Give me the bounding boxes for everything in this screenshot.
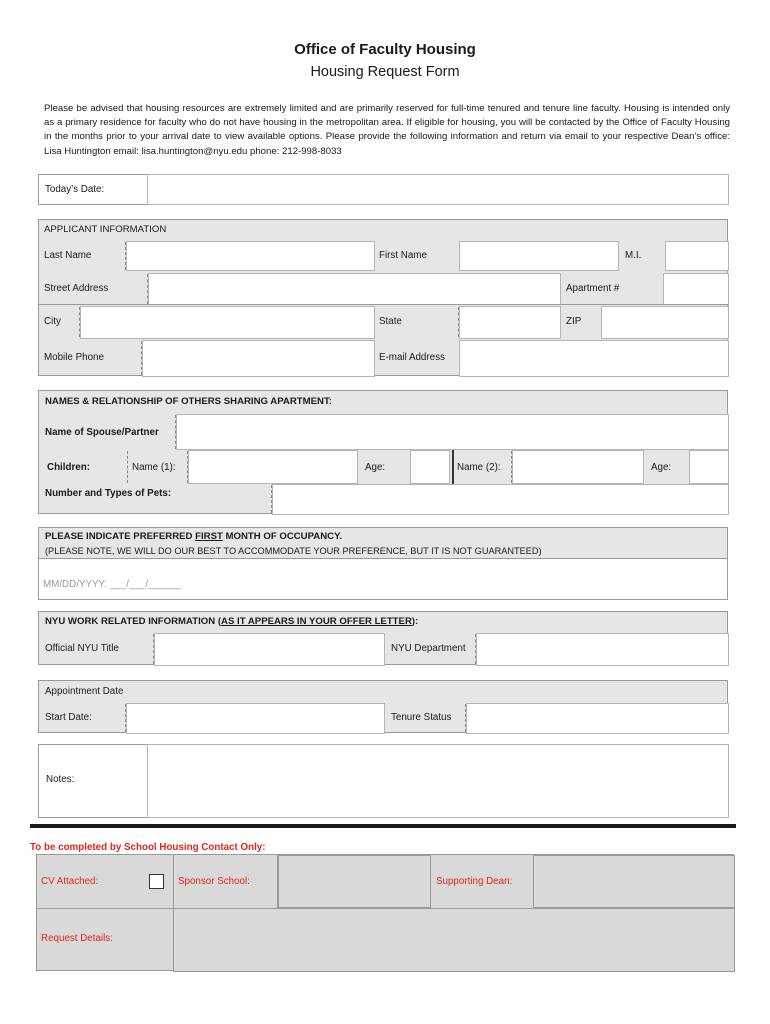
request-details-field[interactable] (173, 908, 735, 972)
zip-label: ZIP (566, 316, 582, 327)
child2-age-label: Age: (651, 462, 672, 473)
todays-date-field[interactable] (147, 174, 729, 205)
sponsor-school-field[interactable] (278, 855, 431, 908)
intro-paragraph: Please be advised that housing resources are extremely limited and are primarily reserved for full-time tenured and tenure line faculty. Housing is intended only as a primary residence for faculty who do not have housing in the metropolitan area. If eligible for housing, you will be contacted by the Office of Faculty Housing in the months prior to your arrival date to view available options. Please provide the following information and return via email to your respective Dean’s office: Lisa Huntington email: lisa.huntington@nyu.edu phone: 212-998-8033 (44, 103, 730, 157)
start-date-field[interactable] (126, 703, 385, 734)
cv-attached-checkbox[interactable] (149, 874, 164, 889)
zip-field[interactable] (601, 306, 729, 339)
email-field[interactable] (459, 340, 729, 377)
child1-age-label: Age: (365, 462, 386, 473)
nyu-title-field[interactable] (154, 633, 385, 666)
apartment-label: Apartment # (566, 283, 620, 294)
child1-name-label: Name (1): (132, 462, 176, 473)
city-field[interactable] (80, 306, 375, 339)
others-heading: NAMES & RELATIONSHIP OF OTHERS SHARING APARTMENT: (45, 396, 332, 407)
tenure-status-label: Tenure Status (391, 712, 452, 723)
request-details-label: Request Details: (41, 933, 113, 944)
start-date-label: Start Date: (45, 712, 92, 723)
todays-date-row (38, 174, 728, 205)
last-name-field[interactable] (126, 241, 375, 271)
child1-age-field[interactable] (410, 450, 450, 484)
cv-attached-label: CV Attached: (41, 876, 99, 887)
supporting-dean-label: Supporting Dean: (436, 876, 513, 887)
first-name-label: First Name (379, 250, 427, 261)
appointment-section (38, 680, 728, 733)
mobile-phone-label: Mobile Phone (44, 352, 104, 363)
occupancy-date-field[interactable] (38, 558, 728, 600)
todays-date-label: Today’s Date: (45, 184, 105, 195)
notes-field[interactable] (147, 744, 729, 818)
apartment-field[interactable] (663, 273, 729, 306)
form-subtitle: Housing Request Form (310, 64, 460, 80)
occupancy-section (38, 527, 728, 559)
children-label: Children: (47, 462, 90, 473)
spouse-label: Name of Spouse/Partner (45, 427, 159, 438)
child2-name-field[interactable] (512, 450, 644, 484)
section-divider (30, 824, 736, 828)
occupancy-heading: PLEASE INDICATE PREFERRED FIRST MONTH OF OCCUPANCY. (45, 531, 343, 542)
mobile-phone-field[interactable] (142, 340, 375, 377)
city-label: City (44, 316, 61, 327)
form-title: Office of Faculty Housing (294, 41, 476, 58)
spouse-field[interactable] (176, 414, 729, 450)
last-name-label: Last Name (44, 250, 92, 261)
nyu-title-label: Official NYU Title (45, 643, 119, 654)
pets-field[interactable] (272, 484, 729, 515)
applicant-section (38, 219, 728, 305)
school-section (36, 854, 734, 971)
nyu-work-section (38, 611, 728, 665)
street-address-label: Street Address (44, 283, 109, 294)
notes-row (38, 744, 728, 818)
state-label: State (379, 316, 402, 327)
school-heading: To be completed by School Housing Contact Only: (30, 842, 266, 853)
nyu-department-field[interactable] (476, 633, 729, 666)
others-section (38, 390, 728, 514)
child2-name-label: Name (2): (457, 462, 501, 473)
notes-label: Notes: (46, 774, 75, 785)
child1-name-field[interactable] (188, 450, 358, 484)
applicant-heading: APPLICANT INFORMATION (44, 224, 167, 235)
supporting-dean-field[interactable] (533, 855, 735, 908)
email-label: E-mail Address (379, 352, 445, 363)
first-name-field[interactable] (459, 241, 619, 271)
mi-field[interactable] (665, 241, 729, 271)
appointment-heading: Appointment Date (45, 686, 124, 697)
mi-label: M.I. (625, 250, 642, 261)
occupancy-date-placeholder: MM/DD/YYYY: ___/___/______ (43, 579, 181, 590)
nyu-work-heading: NYU WORK RELATED INFORMATION (AS IT APPEARS IN YOUR OFFER LETTER): (45, 616, 419, 627)
applicant-section-cont (38, 304, 728, 376)
nyu-department-label: NYU Department (391, 643, 466, 654)
tenure-status-field[interactable] (466, 703, 729, 734)
child2-age-field[interactable] (689, 450, 729, 484)
occupancy-note: (PLEASE NOTE, WE WILL DO OUR BEST TO ACCOMMODATE YOUR PREFERENCE, BUT IT IS NOT GUARANTEED) (45, 546, 542, 556)
state-field[interactable] (459, 306, 561, 339)
street-address-field[interactable] (148, 273, 561, 306)
sponsor-school-label: Sponsor School: (178, 876, 250, 887)
pets-label: Number and Types of Pets: (45, 488, 172, 499)
